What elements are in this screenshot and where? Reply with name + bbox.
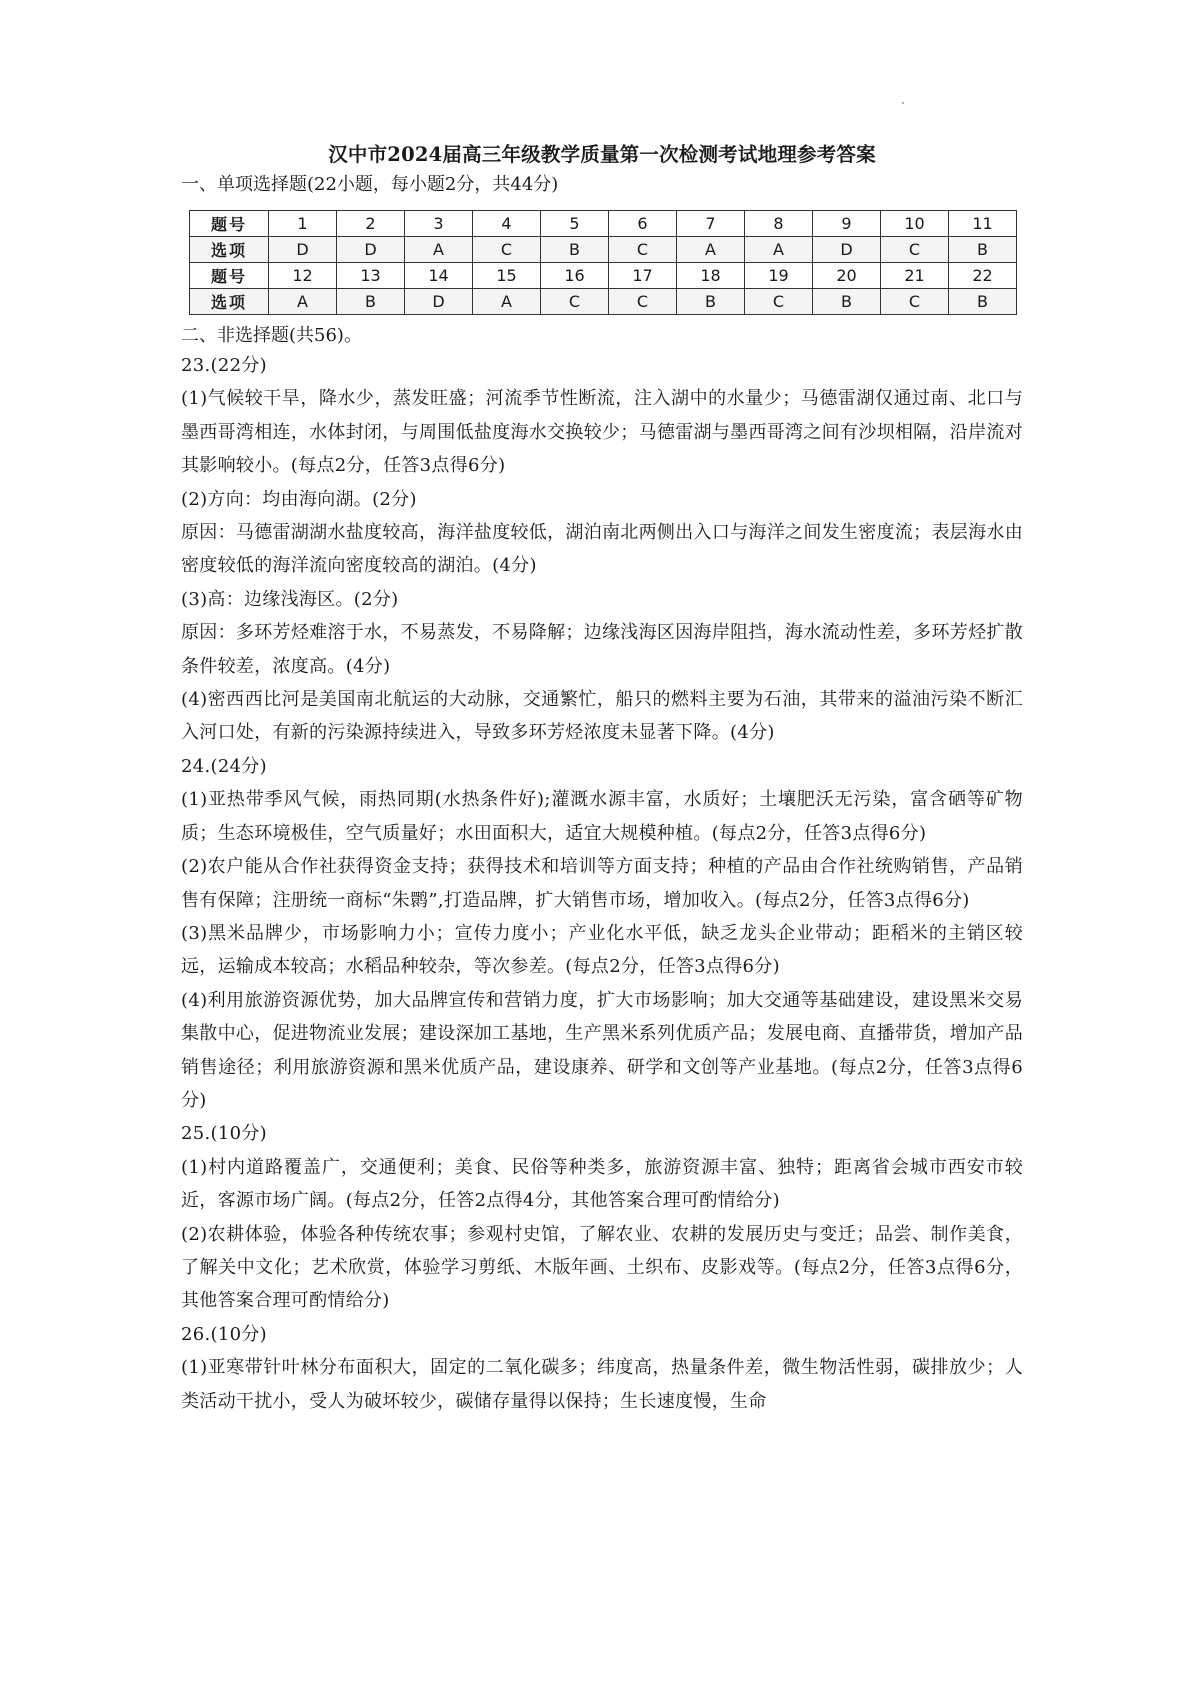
table-cell: D	[813, 237, 881, 263]
table-cell: 4	[473, 211, 541, 237]
table-cell: 19	[745, 263, 813, 289]
table-cell: B	[949, 289, 1017, 315]
answer-paragraph: (2)方向：均由海向湖。(2分)	[181, 488, 417, 510]
answer-paragraph: (1)气候较干旱，降水少，蒸发旺盛；河流季节性断流，注入湖中的水量少；马德雷湖仅通过南、北口与墨西哥湾相连，水体封闭，与周围低盐度海水交换较少；马德雷湖与墨西哥湾之间有沙坝相隔，沿岸流对其影响较小。(每点2分，任答3点得6分)	[181, 388, 1023, 477]
answer-document	[181, 142, 1023, 1418]
answer-paragraph: (1)亚寒带针叶林分布面积大，固定的二氧化碳多；纬度高，热量条件差，微生物活性弱，碳排放少；人类活动干扰小，受人为破坏较少，碳储存量得以保持；生长速度慢，生命	[181, 1357, 1023, 1412]
table-cell: A	[269, 289, 337, 315]
answer-paragraph: 原因：多环芳烃难溶于水，不易蒸发，不易降解；边缘浅海区因海岸阻挡，海水流动性差，多环芳烃扩散条件较差，浓度高。(4分)	[181, 622, 1023, 677]
answer-paragraph: (1)村内道路覆盖广，交通便利；美食、民俗等种类多，旅游资源丰富、独特；距离省会城市西安市较近，客源市场广阔。(每点2分，任答2点得4分，其他答案合理可酌情给分)	[181, 1156, 1023, 1212]
table-cell: 7	[677, 211, 745, 237]
answer-body	[181, 349, 1023, 1418]
table-cell: 3	[405, 211, 473, 237]
answer-key-table	[189, 210, 1017, 315]
table-cell: C	[609, 289, 677, 315]
table-cell: D	[269, 237, 337, 263]
answer-paragraph: (4)利用旅游资源优势，加大品牌宣传和营销力度，扩大市场影响；加大交通等基础建设，建设黑米交易集散中心，促进物流业发展；建设深加工基地，生产黑米系列优质产品；发展电商、直播带货，增加产品销售途径；利用旅游资源和黑米优质产品，建设康养、研学和文创等产业基地。(每点2分，任答3点得6分)	[181, 989, 1023, 1111]
table-cell: C	[881, 289, 949, 315]
answer-paragraph: (2)农耕体验，体验各种传统农事；参观村史馆，了解农业、农耕的发展历史与变迁；品尝、制作美食，了解关中文化；艺术欣赏，体验学习剪纸、木版年画、土织布、皮影戏等。(每点2分，任答3点得6分，其他答案合理可酌情给分)	[181, 1223, 1023, 1312]
table-row	[190, 263, 1017, 289]
table-row	[190, 237, 1017, 263]
table-cell: A	[745, 237, 813, 263]
row-header: 选项	[190, 289, 269, 315]
table-cell: B	[813, 289, 881, 315]
table-cell: 13	[337, 263, 405, 289]
table-cell: 16	[541, 263, 609, 289]
table-cell: 21	[881, 263, 949, 289]
table-cell: C	[541, 289, 609, 315]
table-cell: 20	[813, 263, 881, 289]
question-heading-25: 25.(10分)	[181, 1123, 267, 1145]
table-row	[190, 211, 1017, 237]
table-cell: 1	[269, 211, 337, 237]
section-heading-nonchoice: 二、非选择题(共56)。	[181, 325, 362, 346]
table-cell: 12	[269, 263, 337, 289]
table-cell: 17	[609, 263, 677, 289]
table-cell: D	[405, 289, 473, 315]
table-cell: 18	[677, 263, 745, 289]
row-header: 题号	[190, 211, 269, 237]
table-cell: 22	[949, 263, 1017, 289]
table-cell: 15	[473, 263, 541, 289]
table-cell: C	[609, 237, 677, 263]
table-row	[190, 289, 1017, 315]
answer-paragraph: (3)黑米品牌少，市场影响力小；宣传力度小；产业化水平低，缺乏龙头企业带动；距稻米的主销区较远，运输成本较高；水稻品种较杂，等次参差。(每点2分，任答3点得6分)	[181, 922, 1023, 978]
table-cell: A	[473, 289, 541, 315]
answer-paragraph: (2)农户能从合作社获得资金支持；获得技术和培训等方面支持；种植的产品由合作社统购销售，产品销售有保障；注册统一商标“朱鹮”,打造品牌，扩大销售市场，增加收入。(每点2分，任答3点得6分)	[181, 856, 1023, 911]
table-cell: C	[473, 237, 541, 263]
section-heading-choice: 一、单项选择题(22小题，每小题2分，共44分)	[181, 174, 559, 195]
table-cell: B	[541, 237, 609, 263]
table-cell: C	[745, 289, 813, 315]
table-cell: 9	[813, 211, 881, 237]
question-heading-23: 23.(22分)	[181, 355, 267, 376]
table-cell: 8	[745, 211, 813, 237]
table-cell: C	[881, 237, 949, 263]
document-title: 汉中市2024届高三年级教学质量第一次检测考试地理参考答案	[328, 143, 876, 166]
table-cell: A	[677, 237, 745, 263]
answer-paragraph: (4)密西西比河是美国南北航运的大动脉，交通繁忙，船只的燃料主要为石油，其带来的溢油污染不断汇入河口处，有新的污染源持续进入，导致多环芳烃浓度未显著下降。(4分)	[181, 689, 1023, 744]
table-cell: 11	[949, 211, 1017, 237]
table-cell: 6	[609, 211, 677, 237]
table-cell: B	[677, 289, 745, 315]
table-cell: 2	[337, 211, 405, 237]
scan-speck	[902, 102, 904, 104]
answer-paragraph: 原因：马德雷湖湖水盐度较高，海洋盐度较低，湖泊南北两侧出入口与海洋之间发生密度流；表层海水由密度较低的海洋流向密度较高的湖泊。(4分)	[181, 522, 1023, 577]
table-cell: A	[405, 237, 473, 263]
answer-paragraph: (3)高：边缘浅海区。(2分)	[181, 588, 399, 610]
row-header: 题号	[190, 263, 269, 289]
question-heading-24: 24.(24分)	[181, 755, 267, 777]
table-cell: 5	[541, 211, 609, 237]
table-cell: B	[949, 237, 1017, 263]
table-cell: 14	[405, 263, 473, 289]
row-header: 选项	[190, 237, 269, 263]
table-cell: 10	[881, 211, 949, 237]
table-cell: D	[337, 237, 405, 263]
question-heading-26: 26.(10分)	[181, 1323, 267, 1345]
table-cell: B	[337, 289, 405, 315]
answer-paragraph: (1)亚热带季风气候，雨热同期(水热条件好);灌溉水源丰富，水质好；土壤肥沃无污染，富含硒等矿物质；生态环境极佳，空气质量好；水田面积大，适宜大规模种植。(每点2分，任答3点得6分)	[181, 789, 1023, 844]
